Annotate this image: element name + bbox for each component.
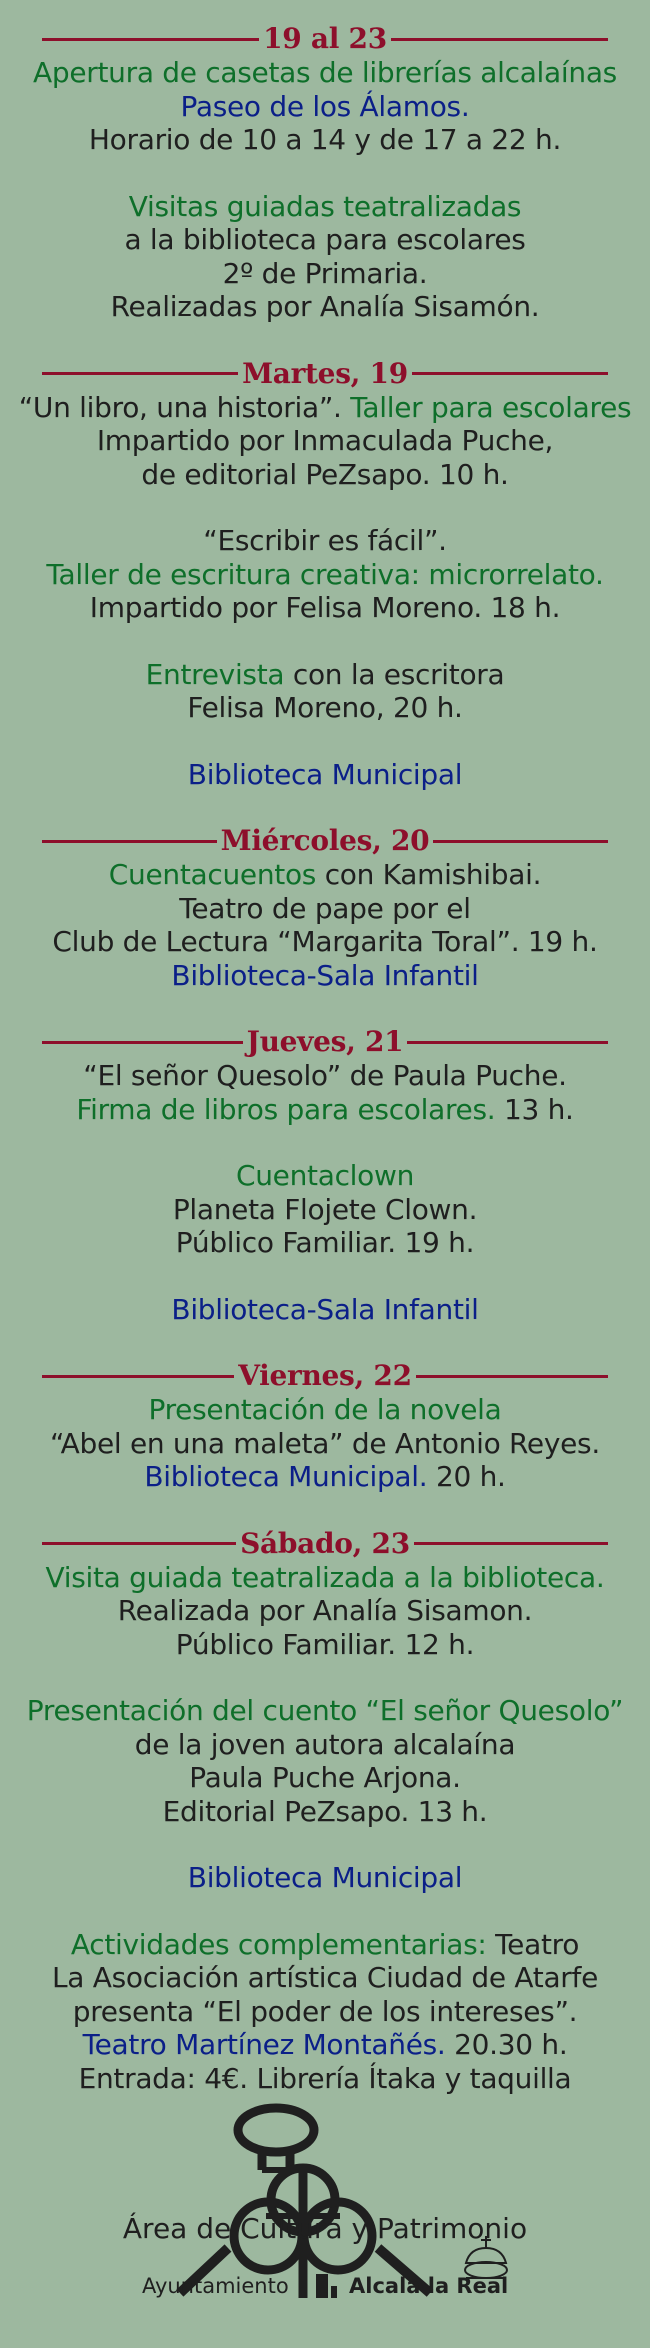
event-text: presenta “El poder de los intereses”. [72,1994,578,2028]
heading-rule-right [433,840,608,843]
event-text: Apertura de casetas de librerías alcalaínas [33,56,617,89]
program-section [0,1527,650,2096]
event-line [0,758,650,792]
event-line [0,1293,650,1327]
logo-emblem-icon [0,2098,650,2298]
event-block [0,56,650,157]
event-text: Entrada: 4€. Librería Ítaka y taquilla [78,2061,572,2095]
event-text: Visita guiada teatralizada a la biblioteca. [45,1560,605,1594]
event-text: Presentación del cuento “El señor Quesolo” [26,1694,624,1727]
event-line [0,290,650,324]
event-text: Teatro [486,1927,580,1961]
event-block [0,391,650,492]
heading-rule-left [42,1542,236,1545]
section-heading [42,357,608,391]
event-text: Realizadas por Analía Sisamón. [110,290,540,323]
event-text: Público Familiar. 19 h. [175,1226,475,1259]
event-text: Planeta Flojete Clown. [172,1192,478,1226]
event-text: Cuentaclown [235,1159,415,1192]
event-text: “Un libro, una historia”. [18,390,351,424]
event-line [0,1561,650,1595]
event-line [0,1628,650,1662]
event-line [0,591,650,625]
event-text: “El señor Quesolo” de Paula Puche. [83,1059,567,1092]
heading-rule-right [391,38,608,41]
event-line [0,1928,650,1962]
event-line [0,1193,650,1227]
event-block [0,524,650,625]
section-heading [42,22,608,56]
event-line [0,925,650,959]
event-text: 2º de Primaria. [222,256,428,290]
event-text: Presentación de la novela [148,1393,502,1426]
event-text: Teatro Martínez Montañés. [82,2028,446,2061]
event-text: “Abel en una maleta” de Antonio Reyes. [50,1426,600,1460]
event-line [0,1594,650,1628]
event-text: Biblioteca-Sala Infantil [171,1292,479,1326]
event-text: Visitas guiadas teatralizadas [128,189,522,223]
event-block [0,658,650,725]
program-section [0,824,650,992]
event-text: Público Familiar. 12 h. [175,1627,475,1661]
heading-rule-left [42,1375,234,1378]
event-line [0,959,650,993]
event-line [0,858,650,892]
event-text: Biblioteca Municipal. [144,1460,428,1493]
event-text: con la escritora [284,657,505,691]
event-text: Teatro de pape por el [179,891,471,925]
heading-date: Martes, 19 [242,356,408,390]
event-block [0,1159,650,1260]
event-line [0,1226,650,1260]
heading-date: Sábado, 23 [240,1526,410,1560]
event-text: La Asociación artística Ciudad de Atarfe [51,1961,599,1994]
heading-rule-right [407,1041,608,1044]
event-text: Biblioteca Municipal [187,1861,463,1894]
heading-rule-left [42,1041,243,1044]
event-text: Editorial PeZsapo. 13 h. [162,1794,488,1828]
event-line [0,424,650,458]
event-text: Biblioteca-Sala Infantil [171,958,479,992]
event-line [0,1761,650,1795]
event-block [0,190,650,324]
heading-rule-left [42,38,259,41]
event-block [0,858,650,992]
footer-department: Área de Cultura y Patrimonio [122,2212,528,2245]
program-section [0,1359,650,1494]
event-block [0,1393,650,1494]
event-text: Impartido por Felisa Moreno. 18 h. [89,591,561,624]
event-line [0,1159,650,1193]
event-text: Felisa Moreno, 20 h. [187,691,463,724]
section-heading [42,1527,608,1561]
event-text: “Escribir es fácil”. [203,524,447,557]
event-line [0,1393,650,1427]
heading-rule-right [414,1542,608,1545]
event-text: Horario de 10 a 14 y de 17 a 22 h. [88,123,562,156]
event-text: Taller para escolares [350,390,632,424]
heading-rule-left [42,372,238,375]
event-block [0,758,650,792]
event-line [0,1961,650,1995]
event-text: Entrevista [145,657,285,691]
event-line [0,123,650,157]
heading-date: Miércoles, 20 [220,824,430,857]
heading-rule-right [416,1375,608,1378]
event-text: Paseo de los Álamos. [180,89,470,123]
section-heading [42,1025,608,1059]
event-line [0,892,650,926]
program-section [0,357,650,792]
event-line [0,524,650,558]
event-text: Club de Lectura “Margarita Toral”. 19 h. [52,925,598,958]
event-line [0,2028,650,2062]
event-line [0,691,650,725]
event-line [0,458,650,492]
event-text: Actividades complementarias: [70,1927,487,1961]
event-block [0,1928,650,2096]
event-text: de la joven autora alcalaína [134,1727,516,1761]
event-block [0,1561,650,1662]
logo-right-text: Alcalá la Real [349,2274,509,2298]
event-block [0,1694,650,1828]
event-block [0,1059,650,1126]
heading-date: Jueves, 21 [246,1025,404,1058]
event-line [0,1694,650,1728]
event-line [0,558,650,592]
heading-rule-right [412,372,608,375]
event-text: de editorial PeZsapo. 10 h. [141,457,509,491]
event-text: Paula Puche Arjona. [189,1761,461,1794]
event-text: Taller de escritura creativa: microrrelato. [46,557,604,591]
section-heading [42,824,608,858]
heading-rule-left [42,840,217,843]
event-text: 20 h. [427,1460,506,1493]
section-heading [42,1359,608,1393]
logo-left-text: Ayuntamiento [142,2274,289,2298]
event-block [0,1293,650,1327]
event-text: Cuentacuentos [108,858,317,891]
program-section [0,1025,650,1326]
event-line [0,1995,650,2029]
event-line [0,1795,650,1829]
event-line [0,1059,650,1093]
event-line [0,257,650,291]
event-text: con Kamishibai. [316,858,542,891]
event-line [0,1427,650,1461]
event-text: Realizada por Analía Sisamon. [117,1594,533,1627]
event-line [0,56,650,90]
event-line [0,658,650,692]
event-line [0,1093,650,1127]
event-line [0,1861,650,1895]
event-line [0,90,650,124]
program-section [0,22,650,324]
event-line [0,1728,650,1762]
event-text: Biblioteca Municipal [187,757,463,791]
event-text: Firma de libros para escolares. [76,1092,496,1126]
heading-date: Viernes, 22 [238,1359,412,1392]
event-line [0,2062,650,2096]
event-line [0,223,650,257]
event-text: 13 h. [495,1092,574,1126]
heading-date: 19 al 23 [263,22,387,55]
event-text: a la biblioteca para escolares [124,223,526,256]
event-line [0,1460,650,1494]
event-block [0,1861,650,1895]
event-text: Impartido por Inmaculada Puche, [96,424,554,457]
event-line [0,391,650,425]
event-line [0,190,650,224]
event-text: 20.30 h. [445,2028,568,2061]
